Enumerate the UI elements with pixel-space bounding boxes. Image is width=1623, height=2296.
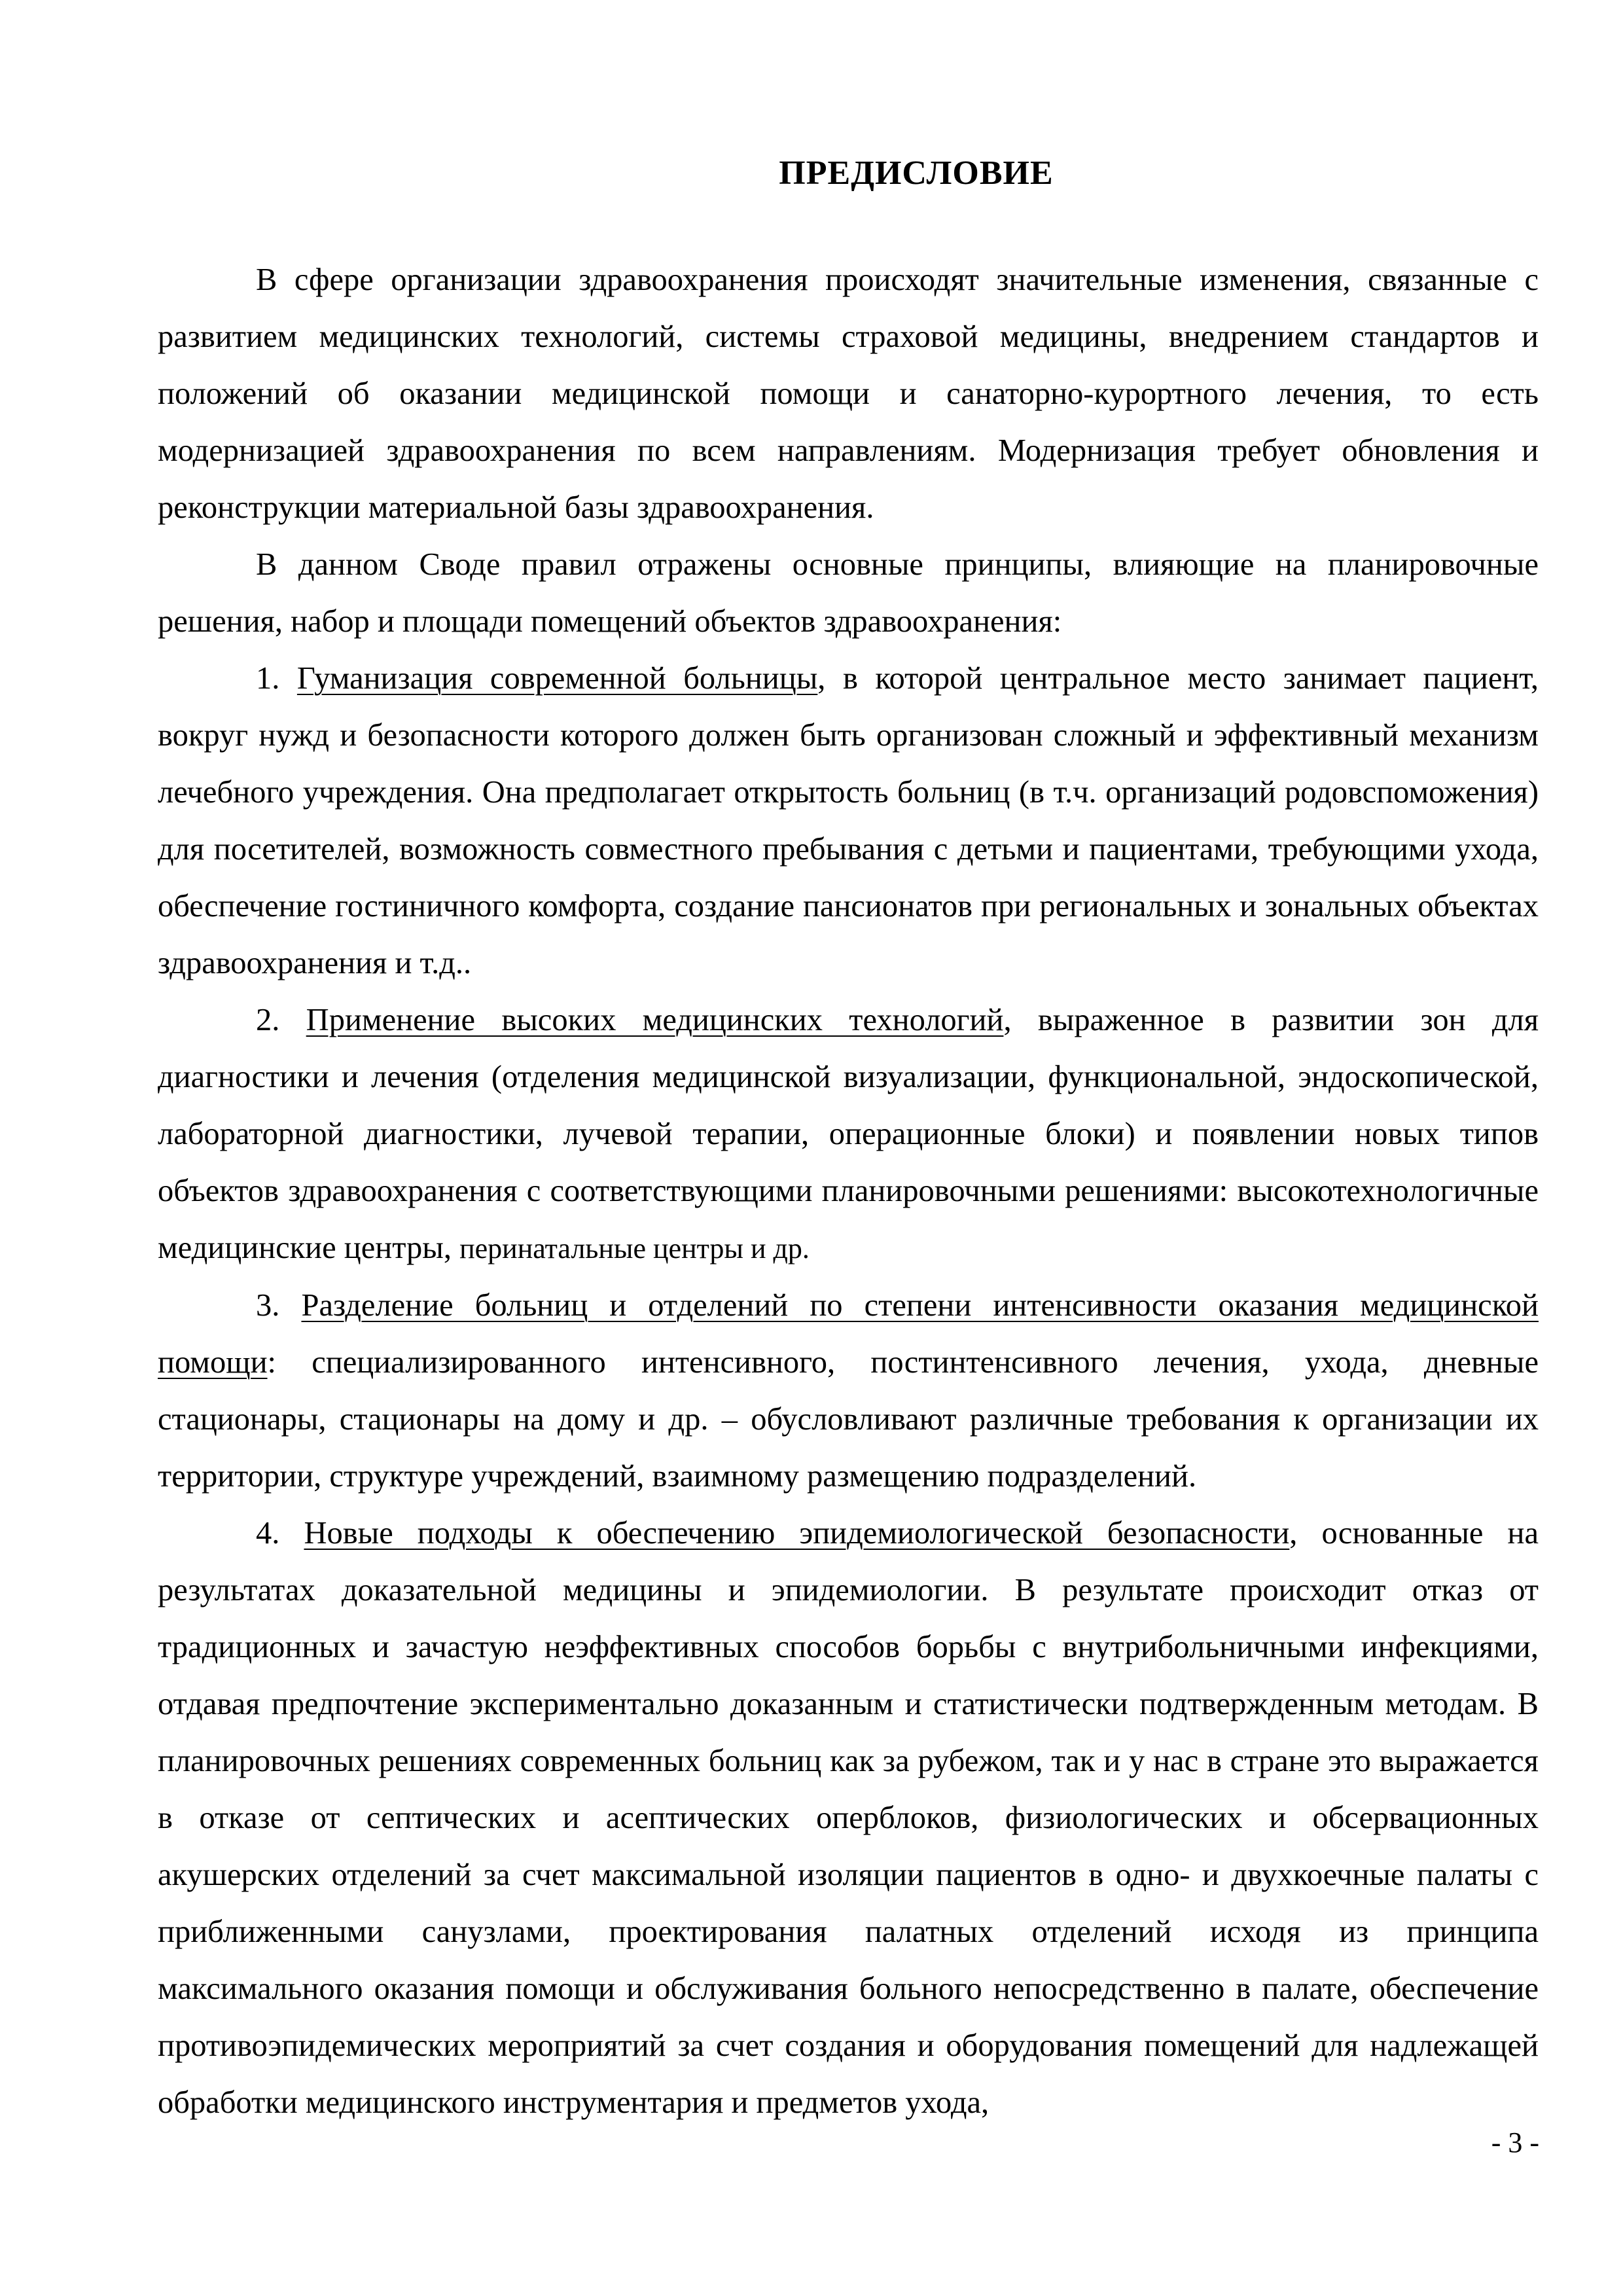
list-item-4 [158,1505,1539,2131]
list-item-heading: Применение высоких медицинских технологий [306,1003,1004,1037]
list-item-text: , основанные на результатах доказательной медицины и эпидемиологии. В результате происходит отказ от традиционных и зачастую неэффективных способов борьбы с внутрибольничными инфекциями, отдавая предпочтение экспериментально доказанным и статистически подтвержденным методам. В планировочных решениях современных больниц как за рубежом, так и у нас в стране это выражается в отказе от септических и асептических оперблоков, физиологических и обсервационных акушерских отделений за счет максимальной изоляции пациентов в одно- и двухкоечные палаты с приближенными санузлами, проектирования палатных отделений исходя из принципа максимального оказания помощи и обслуживания больного непосредственно в палате, обеспечение противоэпидемических мероприятий за счет создания и оборудования помещений для надлежащей обработки медицинского инструментария и предметов ухода, [158,1516,1539,2120]
list-item-number: 2. [256,1003,280,1037]
list-item-text: , в которой центральное место занимает пациент, вокруг нужд и безопасности которого должен быть организован сложный и эффективный механизм лечебного учреждения. Она предполагает открытость больниц (в т.ч. организаций родовспоможения) для посетителей, возможность совместного пребывания с детьми и пациентами, требующими ухода, обеспечение гостиничного комфорта, создание пансионатов при региональных и зональных объектах здравоохранения и т.д.. [158,661,1539,980]
list-item-3 [158,1277,1539,1505]
paragraph-principles-intro: В данном Своде правил отражены основные принципы, влияющие на планировочные решения, набор и площади помещений объектов здравоохранения: [158,547,1539,639]
list-item-heading: Разделение больниц и отделений по степени интенсивности оказания медицинской помощи [158,1288,1539,1380]
list-item-heading: Гуманизация современной больницы [296,661,818,696]
list-item-text: , выраженное в развитии зон для диагностики и лечения (отделения медицинской визуализации, функциональной, эндоскопической, лабораторной диагностики, лучевой терапии, операционные блоки) и появлении новых типов объектов здравоохранения с соответствующими планировочными решениями: высокотехнологичные медицинские центры, [158,1003,1539,1265]
list-item-1 [158,650,1539,992]
page-number: - 3 - [1491,2126,1539,2159]
list-item-number: 4. [256,1516,280,1551]
list-item-text: : специализированного интенсивного, постинтенсивного лечения, ухода, дневные стационары, стационары на дому и др. – обусловливают различные требования к организации их территории, структуре учреждений, взаимному размещению подразделений. [158,1345,1539,1494]
list-item-tail: перинатальные центры и др. [459,1232,810,1265]
list-item-2 [158,992,1539,1277]
list-item-number: 1. [256,661,280,696]
list-item-heading: Новые подходы к обеспечению эпидемиологической безопасности [304,1516,1290,1551]
preface-body [158,251,1539,2131]
page-title: ПРЕДИСЛОВИЕ [779,154,1054,192]
list-item-number: 3. [256,1288,280,1323]
paragraph-intro: В сфере организации здравоохранения происходят значительные изменения, связанные с развитием медицинских технологий, системы страховой медицины, внедрением стандартов и положений об оказании медицинской помощи и санаторно-курортного лечения, то есть модернизацией здравоохранения по всем направлениям. Модернизация требует обновления и реконструкции материальной базы здравоохранения. [158,262,1539,525]
